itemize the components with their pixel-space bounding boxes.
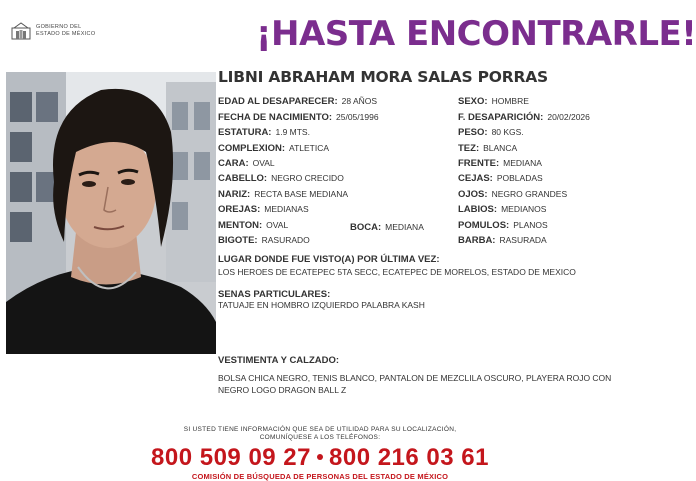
field-estatura — [218, 127, 310, 138]
field-value: 25/05/1996 — [336, 112, 379, 122]
distinguishing-marks-value: TATUAJE EN HOMBRO IZQUIERDO PALABRA KASH — [218, 300, 425, 310]
info-line-2: COMUNÍQUESE A LOS TELÉFONOS: — [259, 434, 381, 441]
field-value: MEDIANAS — [264, 204, 309, 214]
info-line-1: SI USTED TIENE INFORMACIÓN QUE SEA DE UTILIDAD PARA SU LOCALIZACIÓN, — [183, 426, 457, 433]
field-label: FRENTE: — [458, 158, 500, 169]
field-label: LABIOS: — [458, 204, 498, 215]
clothing-label: VESTIMENTA Y CALZADO: — [218, 355, 340, 366]
field-menton — [218, 220, 288, 231]
field-value: OVAL — [252, 158, 275, 168]
field-value: POBLADAS — [496, 173, 543, 183]
field-value: ATLETICA — [289, 143, 330, 153]
coat-of-arms-icon — [10, 22, 32, 40]
field-value: BLANCA — [483, 143, 518, 153]
commission-name: COMISIÓN DE BÚSQUEDA DE PERSONAS DEL ESTADO DE MÉXICO — [191, 472, 449, 481]
field-pomulos — [458, 220, 548, 231]
field-value: NEGRO CRECIDO — [271, 173, 344, 183]
last-seen-label: LUGAR DONDE FUE VISTO(A) POR ÚLTIMA VEZ: — [218, 254, 440, 265]
field-cara — [218, 158, 275, 169]
field-fecha-nacimiento — [218, 112, 379, 123]
field-label: BARBA: — [458, 235, 496, 246]
field-complexion — [218, 143, 329, 154]
clothing-value: BOLSA CHICA NEGRO, TENIS BLANCO, PANTALON DE MEZCLILA OSCURO, PLAYERA ROJO CON NEGRO LOGO DRAGON BALL Z — [218, 373, 612, 395]
field-label: CARA: — [218, 158, 249, 169]
field-value: PLANOS — [513, 220, 548, 230]
field-value: 1.9 MTS. — [275, 127, 310, 137]
headline: ¡HASTA ENCONTRARLE! — [256, 14, 696, 54]
field-barba — [458, 235, 547, 246]
field-label: SEXO: — [458, 96, 488, 107]
field-label: POMULOS: — [458, 220, 510, 231]
field-label: CABELLO: — [218, 173, 268, 184]
field-label: OREJAS: — [218, 204, 261, 215]
field-boca — [350, 222, 424, 233]
field-nariz — [218, 189, 348, 200]
field-label: BIGOTE: — [218, 235, 258, 246]
field-value: 80 KGS. — [491, 127, 524, 137]
field-label: NARIZ: — [218, 189, 251, 200]
field-orejas — [218, 204, 309, 215]
field-label: EDAD AL DESAPARECER: — [218, 96, 338, 107]
field-value: MEDIANA — [503, 158, 542, 168]
field-value: RASURADO — [261, 235, 310, 245]
field-cabello — [218, 173, 344, 184]
field-label: PESO: — [458, 127, 488, 138]
field-sexo — [458, 96, 529, 107]
field-label: ESTATURA: — [218, 127, 272, 138]
field-label: TEZ: — [458, 143, 480, 154]
phone-number-2[interactable]: 800 216 03 61 — [329, 444, 489, 471]
distinguishing-marks-label: SENAS PARTICULARES: — [218, 289, 331, 300]
phone-numbers — [0, 444, 640, 472]
field-value: RECTA BASE MEDIANA — [254, 189, 349, 199]
field-ojos — [458, 189, 567, 200]
field-tez — [458, 143, 517, 154]
field-label: CEJAS: — [458, 173, 493, 184]
field-value: MEDIANA — [385, 222, 424, 232]
field-label: BOCA: — [350, 222, 382, 233]
field-cejas — [458, 173, 543, 184]
field-value: NEGRO GRANDES — [491, 189, 568, 199]
separator-dot-icon — [317, 454, 323, 460]
field-label: MENTON: — [218, 220, 263, 231]
field-frente — [458, 158, 542, 169]
missing-person-photo — [6, 72, 216, 354]
field-value: HOMBRE — [491, 96, 529, 106]
field-edad — [218, 96, 377, 107]
field-value: 28 AÑOS — [341, 96, 378, 106]
field-value: 20/02/2026 — [547, 112, 590, 122]
government-name: GOBIERNO DEL ESTADO DE MÉXICO — [36, 24, 96, 37]
last-seen-value: LOS HEROES DE ECATEPEC 5TA SECC, ECATEPEC DE MORELOS, ESTADO DE MEXICO — [218, 267, 576, 277]
field-labios — [458, 204, 546, 215]
field-value: OVAL — [266, 220, 289, 230]
phone-number-1[interactable]: 800 509 09 27 — [151, 444, 311, 471]
government-logo — [10, 22, 116, 40]
field-bigote — [218, 235, 310, 246]
field-label: COMPLEXION: — [218, 143, 286, 154]
field-peso — [458, 127, 524, 138]
field-value: MEDIANOS — [501, 204, 547, 214]
field-label: FECHA DE NACIMIENTO: — [218, 112, 332, 123]
field-value: RASURADA — [499, 235, 547, 245]
field-label: OJOS: — [458, 189, 488, 200]
field-label: F. DESAPARICIÓN: — [458, 112, 544, 123]
field-fecha-desaparicion — [458, 112, 590, 123]
person-name: LIBNI ABRAHAM MORA SALAS PORRAS — [218, 68, 549, 86]
